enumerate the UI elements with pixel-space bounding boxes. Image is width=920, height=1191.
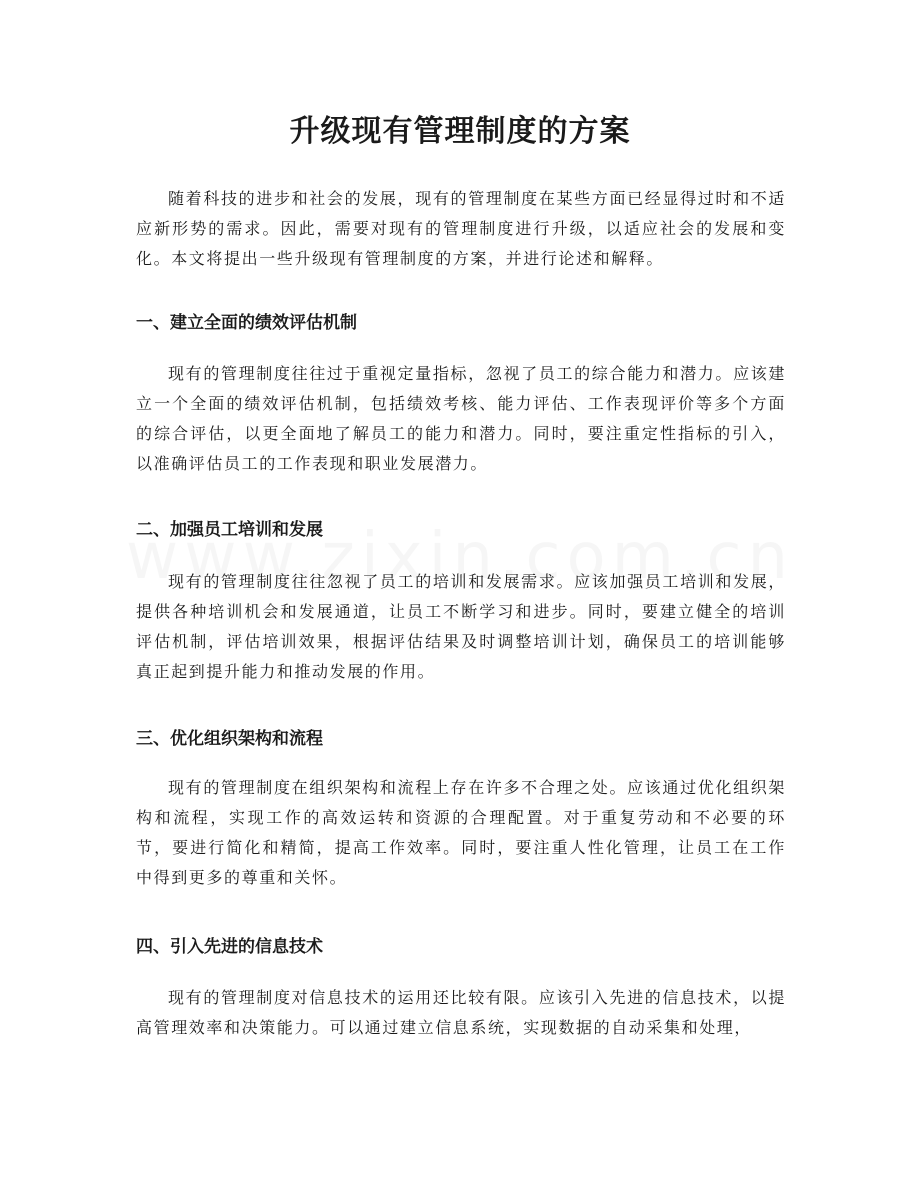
section-heading-2: 二、加强员工培训和发展 <box>136 520 323 540</box>
section-heading-1: 一、建立全面的绩效评估机制 <box>136 313 357 333</box>
section-body-3: 现有的管理制度在组织架构和流程上存在许多不合理之处。应该通过优化组织架构和流程，实现工作的高效运转和资源的合理配置。对于重复劳动和不必要的环节，要进行简化和精简，提高工作效率。同时，要注重人性化管理，让员工在工作中得到更多的尊重和关怀。 <box>136 778 786 887</box>
section-body-2: 现有的管理制度往往忽视了员工的培训和发展需求。应该加强员工培训和发展，提供各种培训机会和发展通道，让员工不断学习和进步。同时，要建立健全的培训评估机制，评估培训效果，根据评估结果及时调整培训计划，确保员工的培训能够真正起到提升能力和推动发展的作用。 <box>136 572 786 681</box>
section-body-4: 现有的管理制度对信息技术的运用还比较有限。应该引入先进的信息技术，以提高管理效率和决策能力。可以通过建立信息系统，实现数据的自动采集和处理， <box>136 988 786 1037</box>
page-title: 升级现有管理制度的方案 <box>289 114 631 149</box>
section-body-1: 现有的管理制度往往过于重视定量指标，忽视了员工的综合能力和潜力。应该建立一个全面的绩效评估机制，包括绩效考核、能力评估、工作表现评价等多个方面的综合评估，以更全面地了解员工的能力和潜力。同时，要注重定性指标的引入，以准确评估员工的工作表现和职业发展潜力。 <box>136 364 786 473</box>
section-heading-3: 三、优化组织架构和流程 <box>136 729 323 749</box>
intro-paragraph: 随着科技的进步和社会的发展，现有的管理制度在某些方面已经显得过时和不适应新形势的需求。因此，需要对现有的管理制度进行升级，以适应社会的发展和变化。本文将提出一些升级现有管理制度的方案，并进行论述和解释。 <box>136 189 786 268</box>
section-heading-4: 四、引入先进的信息技术 <box>136 937 323 957</box>
